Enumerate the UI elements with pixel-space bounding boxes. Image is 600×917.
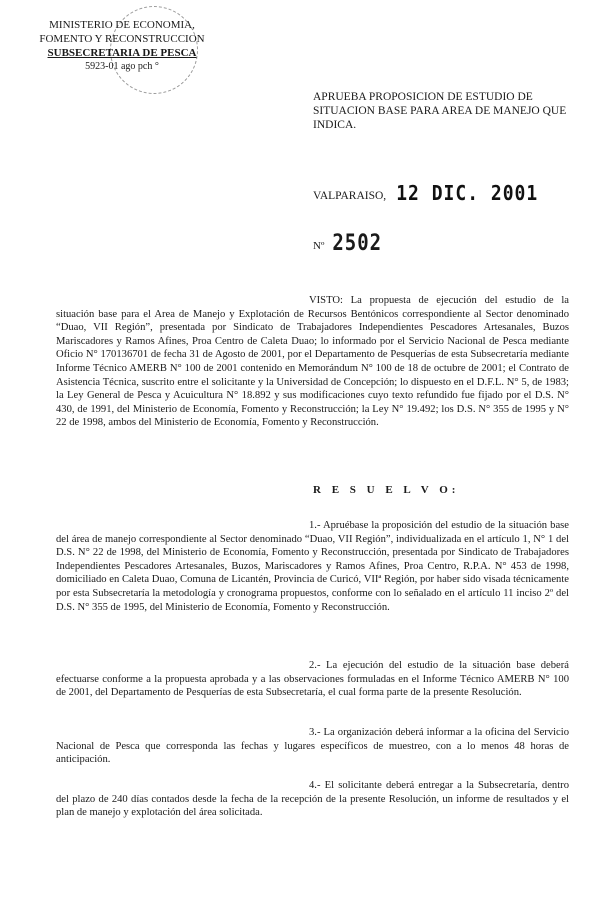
- resuelvo-heading: R E S U E L V O:: [313, 484, 460, 496]
- article-2: 2.- La ejecución del estudio de la situación base deberá efectuarse conforme a la propuesta aprobada y a las observaciones formuladas en el Informe Técnico AMERB N° 100 de 2001, del Departamento de Pesquerías de esta Subsecretaría, el cual forma parte de la presente Resolución.: [56, 660, 569, 699]
- article-3: 3.- La organización deberá informar a la oficina del Servicio Nacional de Pesca que corresponda las fechas y lugares específicos de muestreo, con a lo menos 48 horas de anticipación.: [56, 727, 569, 766]
- visto-paragraph: VISTO: La propuesta de ejecución del estudio de la situación base para el Area de Manejo y Explotación de Recursos Bentónicos correspondiente al Sector denominado “Duao, VII Región”, presentada por Sindicato de Trabajadores Independientes Pescadores Artesanales, Buzos Mariscadores y Ramos Afines, Proa Centro de Caleta Duao; lo informado por el Servicio Nacional de Pesca mediante Oficio N° 170136701 de fecha 31 de Agosto de 2001, por el Departamento de Pesquerías de esta Subsecretaría mediante Informe Técnico AMERB N° 100 de 2001 contenido en Memorándum N° 100 de 18 de octubre de 2001; el Contrato de Asistencia Técnica, suscrito entre el solicitante y la Universidad de Concepción; lo dispuesto en el D.F.L. N° 5, de 1983; la Ley General de Pesca y Acuicultura N° 18.892 y sus modificaciones cuyo texto refundido fue fijado por el D.S. N° 430, de 1991, del Ministerio de Economía, Fomento y Reconstrucción; la Ley N° 19.492; los D.S. N° 355 de 1995 y N° 22 de 1998, ambos del Ministerio de Economía, Fomento y Reconstrucción.: [56, 295, 569, 429]
- date-line: [313, 183, 538, 204]
- reference-code: 5923-01 ago pch °: [85, 61, 159, 72]
- subsecretaria-name: SUBSECRETARIA DE PESCA: [47, 47, 197, 59]
- article-1: 1.- Apruébase la proposición del estudio de la situación base del área de manejo correspondiente al Sector denominado “Duao, VII Región”, individualizada en el artículo 1, N° 1 del D.S. N° 22 de 1998, del Ministerio de Economía, Fomento y Reconstrucción, presentada por Sindicato de Trabajadores Independientes Pescadores Artesanales, Buzos, Mariscadores y Ramos Afines, Proa Centro, R.P.A. N° 453 de 1998, domiciliado en Caleta Duao, Comuna de Licantén, Provincia de Curicó, VIIª Región, por haber sido visada técnicamente por esta Subsecretaría la metodología y cronograma propuestos, conforme con lo señalado en el artículo 11 inciso 2º del D.S. N° 355 de 1995, del Ministerio de Economía, Fomento y Reconstrucción.: [56, 520, 569, 613]
- date-stamp: 12 DIC. 2001: [396, 181, 539, 206]
- article-4: 4.- El solicitante deberá entregar a la Subsecretaría, dentro del plazo de 240 días contados desde la fecha de la recepción de la presente Resolución, un informe de resultados y el plan de manejo y explotación del área solicitada.: [56, 780, 569, 819]
- resolution-subject: APRUEBA PROPOSICION DE ESTUDIO DE SITUACION BASE PARA AREA DE MANEJO QUE INDICA.: [313, 91, 567, 131]
- date-place: VALPARAISO,: [313, 190, 387, 202]
- ministry-header: [22, 18, 222, 74]
- number-prefix: Nº: [313, 240, 325, 252]
- resolution-number: [313, 232, 382, 254]
- ministry-name: MINISTERIO DE ECONOMIA,: [49, 19, 195, 31]
- ministry-subname: FOMENTO Y RECONSTRUCCION: [39, 33, 205, 45]
- number-stamp: 2502: [332, 230, 383, 256]
